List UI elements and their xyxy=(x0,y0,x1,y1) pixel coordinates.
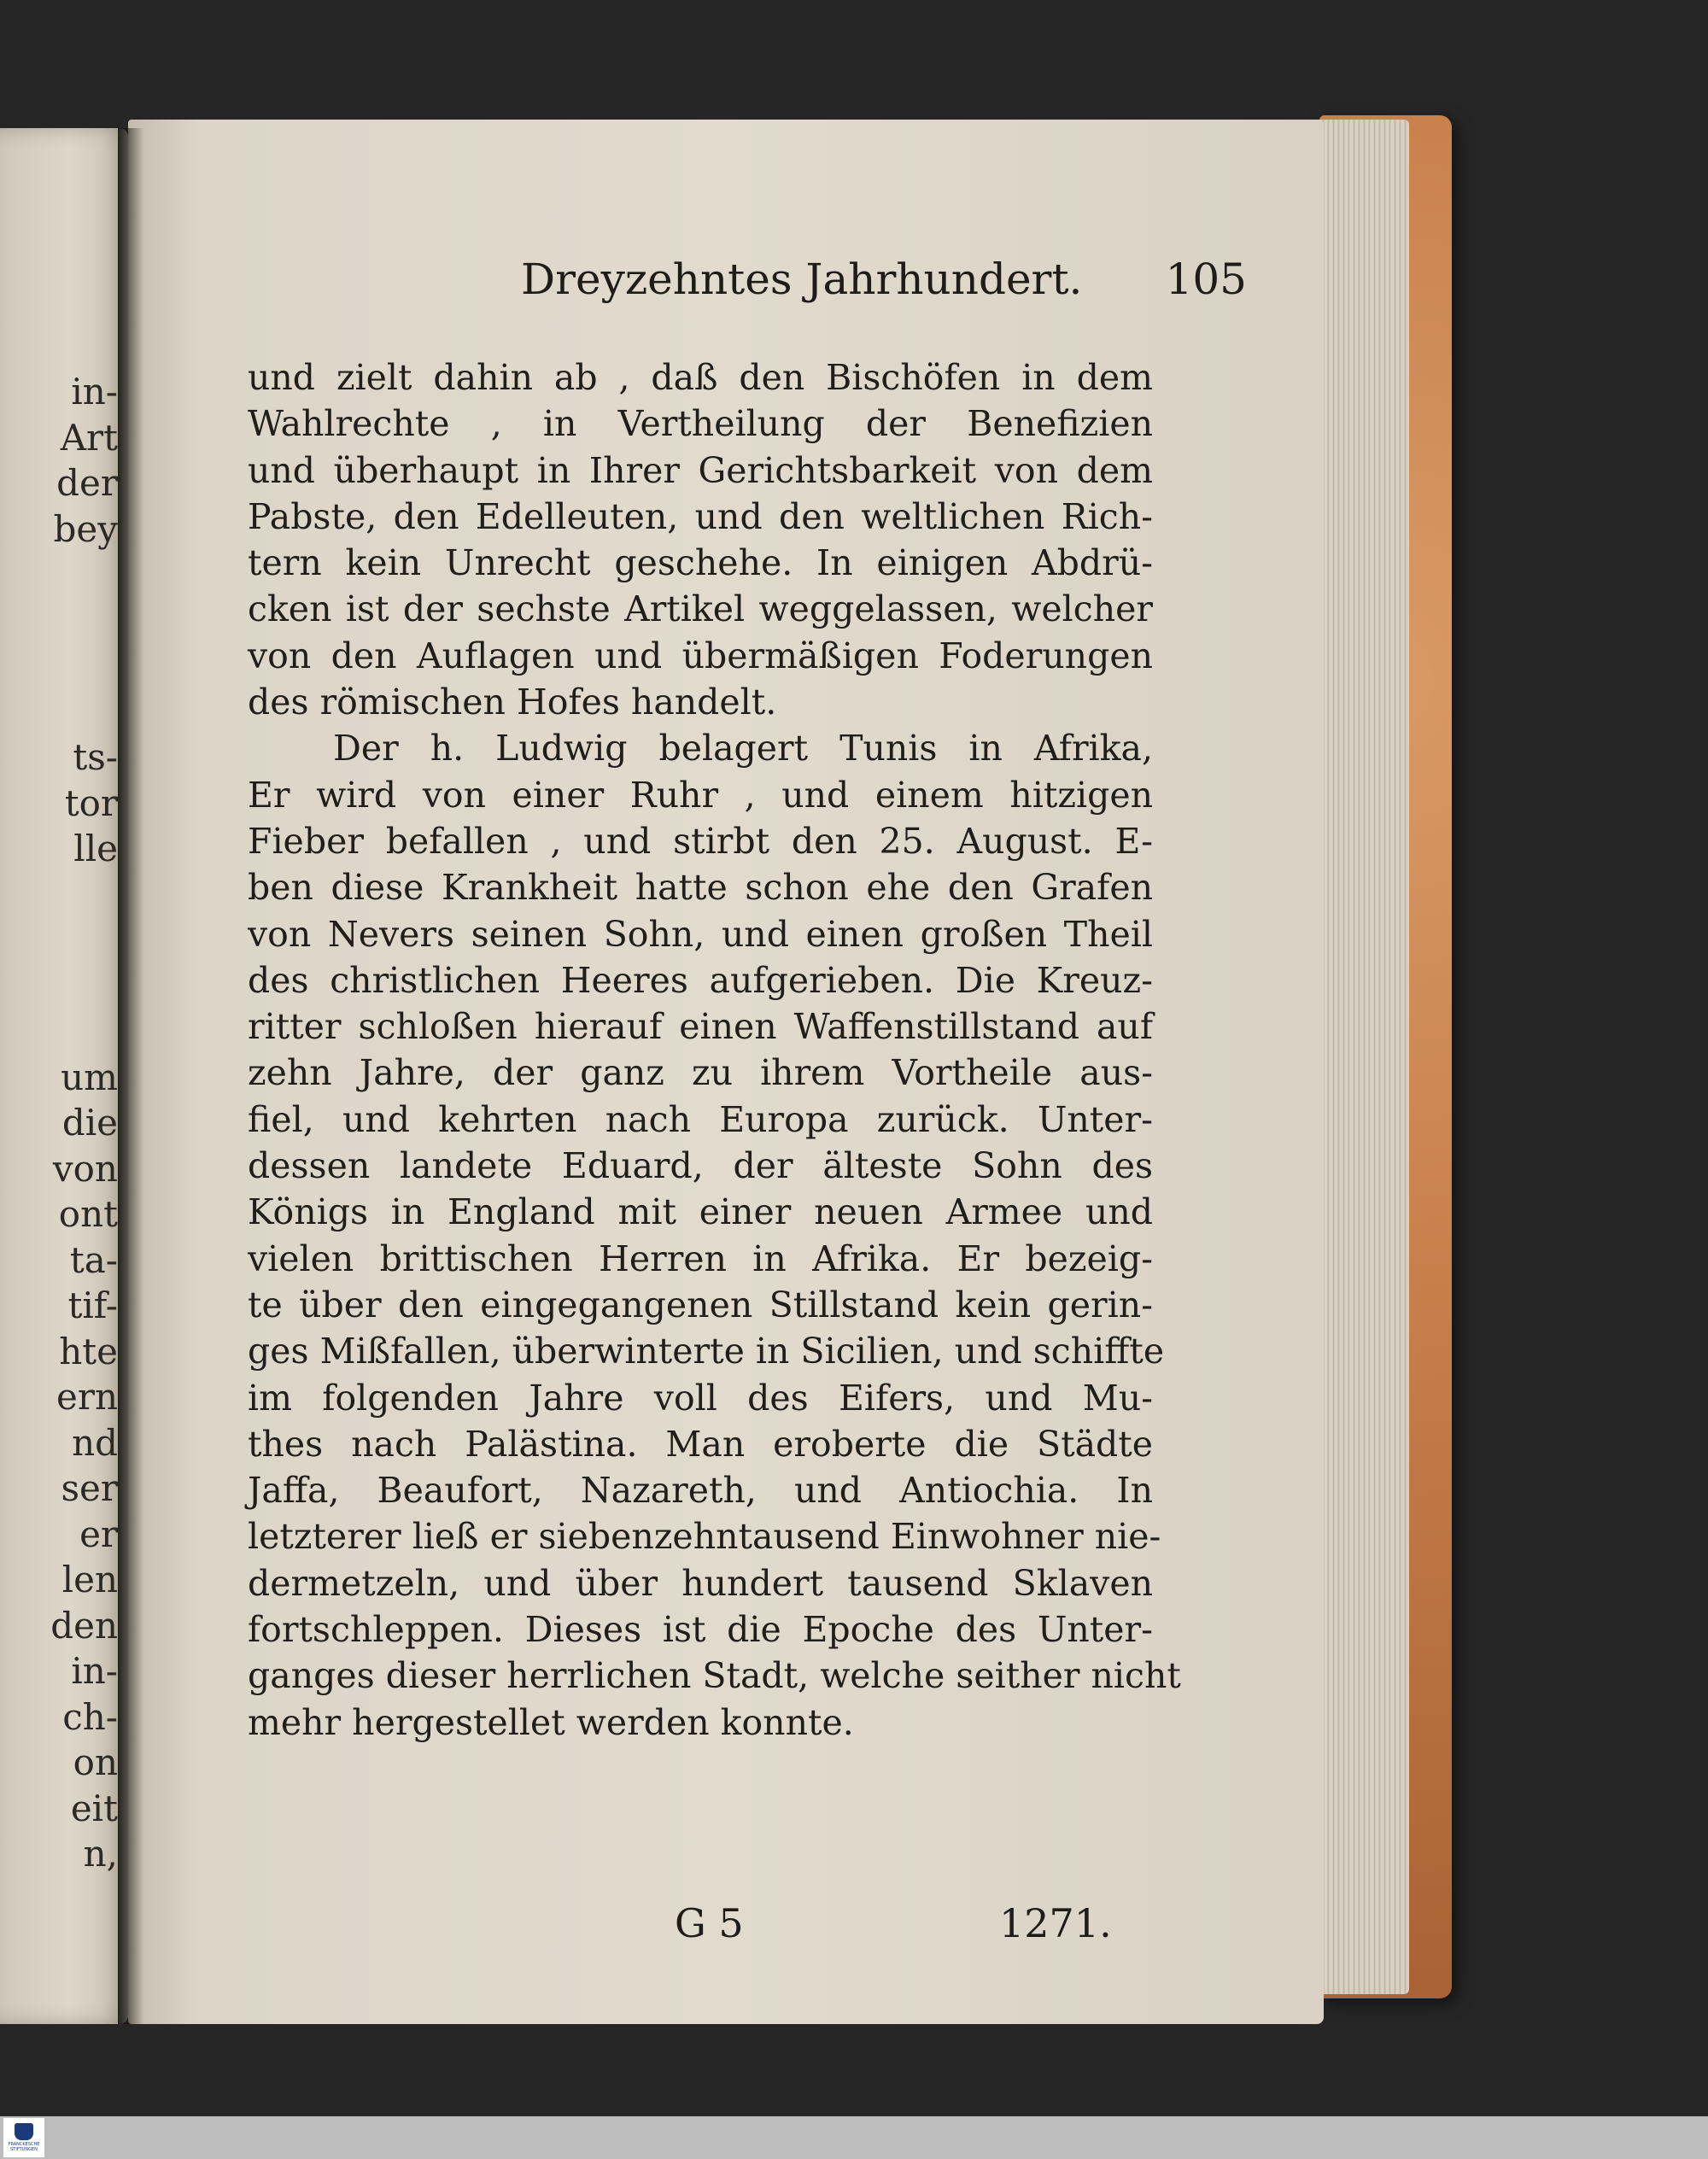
left-fragment: nd xyxy=(72,1421,118,1464)
left-page xyxy=(0,128,128,2024)
text-line: des christlichen Heeres aufgerieben. Die Kreuz- xyxy=(248,959,1153,1001)
left-fragment: hte xyxy=(59,1330,118,1372)
left-fragment: len xyxy=(61,1559,118,1600)
text-line: von Nevers seinen Sohn, und einen großen Theil xyxy=(248,913,1153,955)
left-fragment: ta- xyxy=(69,1238,118,1281)
text-line: dermetzeln, und über hundert tausend Sklaven xyxy=(248,1562,1153,1604)
body-text xyxy=(248,354,1181,1746)
page-block-edges xyxy=(1319,120,1409,1994)
left-fragment: von xyxy=(52,1147,118,1190)
text-line: Wahlrechte , in Vertheilung der Benefizien xyxy=(248,403,1153,445)
left-fragment xyxy=(50,689,118,735)
left-fragment: ern xyxy=(56,1376,118,1418)
running-title: Dreyzehntes Jahrhundert. xyxy=(521,255,1083,304)
text-line: ganges dieser herrlichen Stadt, welche seither nicht xyxy=(248,1655,1181,1697)
text-line: Er wird von einer Ruhr , und einem hitzigen xyxy=(248,774,1153,816)
text-line: von den Auflagen und übermäßigen Foderungen xyxy=(248,635,1153,676)
left-fragment: Art xyxy=(60,416,118,459)
left-fragment xyxy=(50,552,118,598)
text-line: thes nach Palästina. Man eroberte die Städte xyxy=(248,1423,1153,1465)
right-page xyxy=(128,120,1324,2024)
text-line: fiel, und kehrten nach Europa zurück. Unter- xyxy=(248,1098,1153,1140)
text-line: Fieber befallen , und stirbt den 25. August. E- xyxy=(248,820,1153,862)
left-page-text-fragments xyxy=(50,369,118,1877)
text-line: Der h. Ludwig belagert Tunis in Afrika, xyxy=(333,728,1153,769)
text-line: cken ist der sechste Artikel weggelassen, welcher xyxy=(248,588,1153,630)
left-fragment xyxy=(50,872,118,918)
text-line: vielen brittischen Herren in Afrika. Er bezeig- xyxy=(248,1237,1153,1279)
text-line: im folgenden Jahre voll des Eifers, und Mu- xyxy=(248,1377,1153,1419)
text-line: tern kein Unrecht geschehe. In einigen Abdrü- xyxy=(248,542,1153,584)
left-fragment: ser xyxy=(61,1467,118,1509)
left-fragment xyxy=(50,643,118,689)
left-fragment: er xyxy=(79,1512,118,1555)
gutter-shadow xyxy=(118,128,143,2024)
text-line: ritter schloßen hierauf einen Waffenstillstand auf xyxy=(248,1006,1153,1048)
text-line: Jaffa, Beaufort, Nazareth, und Antiochia. In xyxy=(248,1470,1153,1512)
text-line: ges Mißfallen, überwinterte in Sicilien, und schiffte xyxy=(248,1331,1165,1372)
left-fragment xyxy=(50,963,118,1009)
left-fragment: ts- xyxy=(73,736,118,778)
page-header xyxy=(521,255,1247,304)
left-fragment: um xyxy=(61,1056,118,1098)
library-logo-icon xyxy=(15,2123,33,2140)
text-line: te über den eingegangenen Stillstand kein gerin- xyxy=(248,1284,1153,1325)
text-line: und überhaupt in Ihrer Gerichtsbarkeit von dem xyxy=(248,449,1153,491)
viewer-bottom-bar xyxy=(0,2116,1708,2159)
left-fragment xyxy=(50,917,118,963)
left-fragment: in- xyxy=(71,371,118,412)
left-fragment xyxy=(50,1009,118,1055)
text-line: letzterer ließ er siebenzehntausend Einwohner nie- xyxy=(248,1516,1161,1558)
left-fragment: die xyxy=(61,1102,118,1144)
left-fragment: ont xyxy=(58,1193,118,1235)
catchword: 1271. xyxy=(999,1900,1112,1946)
page-number: 105 xyxy=(1165,255,1247,304)
text-line: Königs in England mit einer neuen Armee und xyxy=(248,1191,1153,1233)
left-fragment: bey xyxy=(53,507,118,550)
left-fragment: n, xyxy=(83,1833,118,1875)
library-logo-text: FRANCKESCHE STIFTUNGEN xyxy=(8,2142,40,2152)
text-line: des römischen Hofes handelt. xyxy=(248,682,777,723)
left-fragment: tif- xyxy=(67,1284,118,1326)
left-fragment: eit xyxy=(70,1787,118,1829)
library-logo xyxy=(3,2118,44,2157)
left-fragment xyxy=(50,598,118,644)
text-line: dessen landete Eduard, der älteste Sohn des xyxy=(248,1145,1153,1187)
text-line: fortschleppen. Dieses ist die Epoche des Unter- xyxy=(248,1609,1153,1651)
text-line: ben diese Krankheit hatte schon ehe den Grafen xyxy=(248,867,1153,909)
left-fragment: den xyxy=(50,1604,118,1647)
text-line: zehn Jahre, der ganz zu ihrem Vortheile aus- xyxy=(248,1052,1153,1094)
text-line: und zielt dahin ab , daß den Bischöfen in dem xyxy=(248,357,1153,398)
left-fragment: der xyxy=(56,462,118,504)
left-fragment: lle xyxy=(73,828,118,869)
left-fragment: tor xyxy=(64,781,118,824)
left-fragment: ch- xyxy=(62,1695,118,1738)
left-fragment: on xyxy=(73,1741,118,1783)
text-line: mehr hergestellet werden konnte. xyxy=(248,1701,854,1743)
signature-mark: G 5 xyxy=(675,1900,744,1946)
left-fragment: in- xyxy=(71,1650,118,1692)
text-line: Pabste, den Edelleuten, und den weltlichen Rich- xyxy=(248,495,1153,537)
